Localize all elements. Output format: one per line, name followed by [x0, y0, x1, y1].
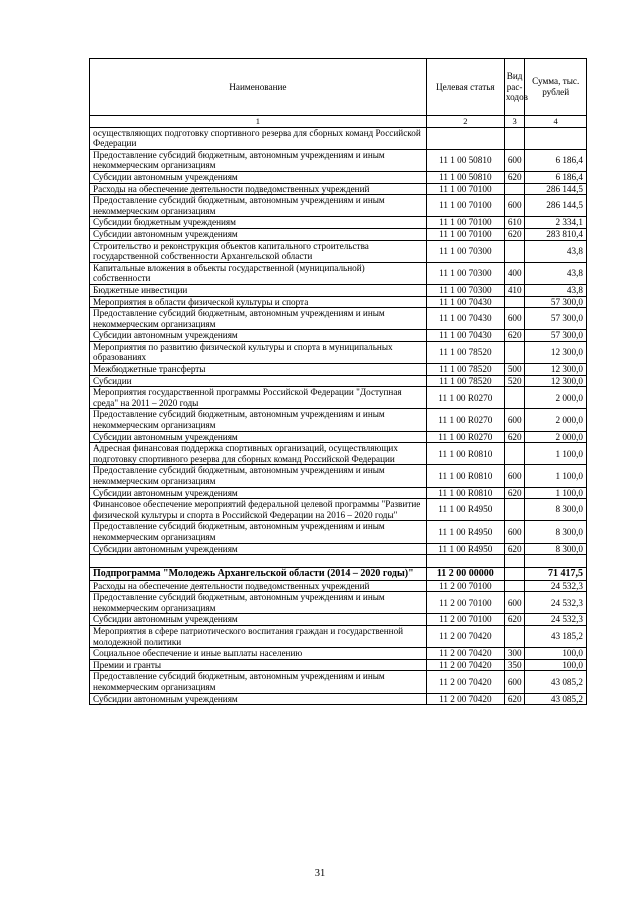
- row-expense-type: 350: [504, 659, 525, 671]
- row-name: Субсидии автономным учреждениям: [90, 171, 427, 183]
- row-name: Подпрограмма "Молодежь Архангельской области (2014 – 2020 годы)": [90, 568, 427, 581]
- table-row: [90, 521, 587, 543]
- row-sum: 43 085,2: [525, 693, 587, 705]
- row-sum: 100,0: [525, 659, 587, 671]
- row-expense-type: 600: [504, 465, 525, 487]
- row-sum: 2 000,0: [525, 431, 587, 443]
- row-name: Мероприятия государственной программы Российской Федерации "Доступная среда" на 2011 – 2020 годы: [90, 387, 427, 409]
- row-target-article: 11 1 00 R4950: [426, 521, 504, 543]
- row-sum: 43 085,2: [525, 671, 587, 693]
- row-expense-type: 620: [504, 431, 525, 443]
- table-row: [90, 195, 587, 217]
- row-expense-type: 620: [504, 330, 525, 342]
- row-target-article: 11 1 00 R0810: [426, 487, 504, 499]
- row-target-article: 11 1 00 78520: [426, 364, 504, 376]
- row-expense-type: 400: [504, 262, 525, 284]
- row-sum: 43 185,2: [525, 626, 587, 648]
- table-header: [90, 59, 587, 128]
- row-expense-type: [504, 626, 525, 648]
- row-sum: 24 532,3: [525, 580, 587, 592]
- row-name: Субсидии: [90, 375, 427, 387]
- row-expense-type: 620: [504, 693, 525, 705]
- row-name: Субсидии автономным учреждениям: [90, 228, 427, 240]
- table-row: [90, 659, 587, 671]
- row-expense-type: [504, 443, 525, 465]
- row-name: Капитальные вложения в объекты государственной (муниципальной) собственности: [90, 262, 427, 284]
- row-target-article: 11 2 00 00000: [426, 568, 504, 581]
- table-row: [90, 499, 587, 521]
- row-target-article: 11 2 00 70100: [426, 580, 504, 592]
- row-target-article: 11 1 00 78520: [426, 341, 504, 363]
- table-row: [90, 626, 587, 648]
- column-index: 2: [426, 116, 504, 128]
- row-sum: 57 300,0: [525, 330, 587, 342]
- row-sum: 43,8: [525, 262, 587, 284]
- row-sum: 8 300,0: [525, 543, 587, 555]
- row-name: Субсидии автономным учреждениям: [90, 487, 427, 499]
- row-name: осуществляющих подготовку спортивного резерва для сборных команд Российской Федерации: [90, 127, 427, 149]
- row-expense-type: [504, 555, 525, 568]
- row-name: Социальное обеспечение и иные выплаты населению: [90, 648, 427, 660]
- row-sum: 1 100,0: [525, 465, 587, 487]
- row-target-article: 11 1 00 50810: [426, 171, 504, 183]
- row-target-article: 11 1 00 70430: [426, 296, 504, 308]
- row-sum: [525, 555, 587, 568]
- table-row: [90, 149, 587, 171]
- row-sum: 57 300,0: [525, 296, 587, 308]
- row-target-article: 11 2 00 70420: [426, 659, 504, 671]
- page-number: 31: [314, 868, 326, 879]
- spacer-row: [90, 555, 587, 568]
- row-expense-type: 610: [504, 217, 525, 229]
- row-target-article: 11 1 00 70100: [426, 228, 504, 240]
- row-target-article: 11 1 00 R0270: [426, 431, 504, 443]
- table-row: [90, 228, 587, 240]
- row-sum: 12 300,0: [525, 364, 587, 376]
- row-name: Расходы на обеспечение деятельности подведомственных учреждений: [90, 580, 427, 592]
- column-index: 1: [90, 116, 427, 128]
- row-target-article: 11 1 00 50810: [426, 149, 504, 171]
- row-name: Мероприятия по развитию физической культуры и спорта в муниципальных образованиях: [90, 341, 427, 363]
- table-row: [90, 284, 587, 296]
- row-name: Предоставление субсидий бюджетным, автономным учреждениям и иным некоммерческим организациям: [90, 409, 427, 431]
- row-name: Бюджетные инвестиции: [90, 284, 427, 296]
- table-row: [90, 375, 587, 387]
- header-target-article: Целевая статья: [426, 59, 504, 116]
- header-sum: Сумма, тыс. рублей: [525, 59, 587, 116]
- table-row: [90, 330, 587, 342]
- row-target-article: 11 1 00 70300: [426, 240, 504, 262]
- table-row: [90, 387, 587, 409]
- row-sum: 100,0: [525, 648, 587, 660]
- table-row: [90, 614, 587, 626]
- row-sum: 24 532,3: [525, 592, 587, 614]
- table-row: [90, 296, 587, 308]
- row-target-article: 11 1 00 R4950: [426, 543, 504, 555]
- row-expense-type: 620: [504, 171, 525, 183]
- row-expense-type: 300: [504, 648, 525, 660]
- table-row: [90, 183, 587, 195]
- row-target-article: 11 1 00 R4950: [426, 499, 504, 521]
- row-expense-type: [504, 341, 525, 363]
- row-sum: 286 144,5: [525, 195, 587, 217]
- table-row: [90, 592, 587, 614]
- row-expense-type: 600: [504, 671, 525, 693]
- row-target-article: 11 1 00 78520: [426, 375, 504, 387]
- row-name: Субсидии автономным учреждениям: [90, 431, 427, 443]
- row-target-article: 11 1 00 70300: [426, 262, 504, 284]
- row-expense-type: 600: [504, 592, 525, 614]
- table-row: [90, 217, 587, 229]
- row-sum: 24 532,3: [525, 614, 587, 626]
- table-row: [90, 648, 587, 660]
- row-name: Предоставление субсидий бюджетным, автономным учреждениям и иным некоммерческим организациям: [90, 521, 427, 543]
- row-name: Адресная финансовая поддержка спортивных организаций, осуществляющих подготовку спортивного резерва для сборных команд Российской Федерации: [90, 443, 427, 465]
- row-expense-type: 620: [504, 614, 525, 626]
- row-target-article: 11 2 00 70100: [426, 592, 504, 614]
- row-expense-type: [504, 387, 525, 409]
- row-target-article: 11 2 00 70420: [426, 693, 504, 705]
- row-sum: 43,8: [525, 240, 587, 262]
- column-index: 4: [525, 116, 587, 128]
- row-expense-type: [504, 499, 525, 521]
- row-name: Премии и гранты: [90, 659, 427, 671]
- row-sum: 1 100,0: [525, 487, 587, 499]
- row-expense-type: [504, 240, 525, 262]
- row-sum: 43,8: [525, 284, 587, 296]
- row-name: Субсидии бюджетным учреждениям: [90, 217, 427, 229]
- table-row: [90, 240, 587, 262]
- table-row: [90, 671, 587, 693]
- row-name: Предоставление субсидий бюджетным, автономным учреждениям и иным некоммерческим организациям: [90, 149, 427, 171]
- header-expense-type: Вид рас-ходов: [504, 59, 525, 116]
- table-row: [90, 364, 587, 376]
- column-index-row: [90, 116, 587, 128]
- row-expense-type: [504, 580, 525, 592]
- table-row: [90, 443, 587, 465]
- row-target-article: 11 2 00 70420: [426, 626, 504, 648]
- row-name: Предоставление субсидий бюджетным, автономным учреждениям и иным некоммерческим организациям: [90, 308, 427, 330]
- row-expense-type: 520: [504, 375, 525, 387]
- header-name: Наименование: [90, 59, 427, 116]
- row-expense-type: 620: [504, 228, 525, 240]
- table-row: [90, 465, 587, 487]
- row-sum: 6 186,4: [525, 149, 587, 171]
- row-sum: 283 810,4: [525, 228, 587, 240]
- row-target-article: 11 1 00 70430: [426, 330, 504, 342]
- row-sum: 8 300,0: [525, 521, 587, 543]
- table-row: [90, 171, 587, 183]
- row-name: Мероприятия в области физической культуры и спорта: [90, 296, 427, 308]
- row-expense-type: 620: [504, 487, 525, 499]
- row-expense-type: 600: [504, 195, 525, 217]
- table-body: [90, 127, 587, 705]
- row-expense-type: 600: [504, 149, 525, 171]
- row-target-article: 11 2 00 70420: [426, 671, 504, 693]
- row-name: Субсидии автономным учреждениям: [90, 614, 427, 626]
- row-name: Предоставление субсидий бюджетным, автономным учреждениям и иным некоммерческим организациям: [90, 465, 427, 487]
- table-row: [90, 409, 587, 431]
- row-target-article: 11 1 00 70100: [426, 195, 504, 217]
- row-target-article: 11 2 00 70100: [426, 614, 504, 626]
- column-index: 3: [504, 116, 525, 128]
- table-row: [90, 487, 587, 499]
- row-expense-type: 500: [504, 364, 525, 376]
- table-row: [90, 308, 587, 330]
- row-sum: 6 186,4: [525, 171, 587, 183]
- row-sum: [525, 127, 587, 149]
- row-name: Межбюджетные трансферты: [90, 364, 427, 376]
- row-target-article: 11 1 00 R0270: [426, 387, 504, 409]
- row-target-article: 11 1 00 70300: [426, 284, 504, 296]
- row-name: [90, 555, 427, 568]
- row-name: Предоставление субсидий бюджетным, автономным учреждениям и иным некоммерческим организациям: [90, 195, 427, 217]
- row-sum: 1 100,0: [525, 443, 587, 465]
- row-sum: 2 000,0: [525, 409, 587, 431]
- row-name: Предоставление субсидий бюджетным, автономным учреждениям и иным некоммерческим организациям: [90, 592, 427, 614]
- row-target-article: [426, 555, 504, 568]
- row-target-article: 11 1 00 70100: [426, 217, 504, 229]
- row-name: Субсидии автономным учреждениям: [90, 330, 427, 342]
- row-target-article: 11 1 00 R0810: [426, 465, 504, 487]
- table-row: [90, 543, 587, 555]
- row-expense-type: [504, 183, 525, 195]
- row-target-article: 11 1 00 R0810: [426, 443, 504, 465]
- row-target-article: 11 2 00 70420: [426, 648, 504, 660]
- row-target-article: [426, 127, 504, 149]
- row-sum: 286 144,5: [525, 183, 587, 195]
- row-sum: 2 000,0: [525, 387, 587, 409]
- row-sum: 8 300,0: [525, 499, 587, 521]
- row-expense-type: [504, 296, 525, 308]
- row-target-article: 11 1 00 70430: [426, 308, 504, 330]
- row-expense-type: 600: [504, 521, 525, 543]
- row-expense-type: 620: [504, 543, 525, 555]
- table-row: [90, 431, 587, 443]
- row-name: Мероприятия в сфере патриотического воспитания граждан и государственной молодежной политики: [90, 626, 427, 648]
- table-row: [90, 127, 587, 149]
- subprogram-row: [90, 568, 587, 581]
- row-expense-type: 600: [504, 409, 525, 431]
- row-expense-type: 600: [504, 308, 525, 330]
- row-expense-type: [504, 127, 525, 149]
- table-row: [90, 341, 587, 363]
- row-sum: 2 334,1: [525, 217, 587, 229]
- row-sum: 12 300,0: [525, 375, 587, 387]
- row-target-article: 11 1 00 R0270: [426, 409, 504, 431]
- row-name: Финансовое обеспечение мероприятий федеральной целевой программы "Развитие физической культуры и спорта в Российской Федерации на 2016 – 2020 годы": [90, 499, 427, 521]
- row-sum: 12 300,0: [525, 341, 587, 363]
- row-sum: 57 300,0: [525, 308, 587, 330]
- row-expense-type: [504, 568, 525, 581]
- row-sum: 71 417,5: [525, 568, 587, 581]
- row-expense-type: 410: [504, 284, 525, 296]
- row-name: Субсидии автономным учреждениям: [90, 543, 427, 555]
- row-name: Субсидии автономным учреждениям: [90, 693, 427, 705]
- table-row: [90, 693, 587, 705]
- row-name: Строительство и реконструкция объектов капитального строительства государственной собственности Архангельской области: [90, 240, 427, 262]
- row-name: Расходы на обеспечение деятельности подведомственных учреждений: [90, 183, 427, 195]
- budget-table: [89, 58, 587, 705]
- row-name: Предоставление субсидий бюджетным, автономным учреждениям и иным некоммерческим организациям: [90, 671, 427, 693]
- table-row: [90, 580, 587, 592]
- table-row: [90, 262, 587, 284]
- row-target-article: 11 1 00 70100: [426, 183, 504, 195]
